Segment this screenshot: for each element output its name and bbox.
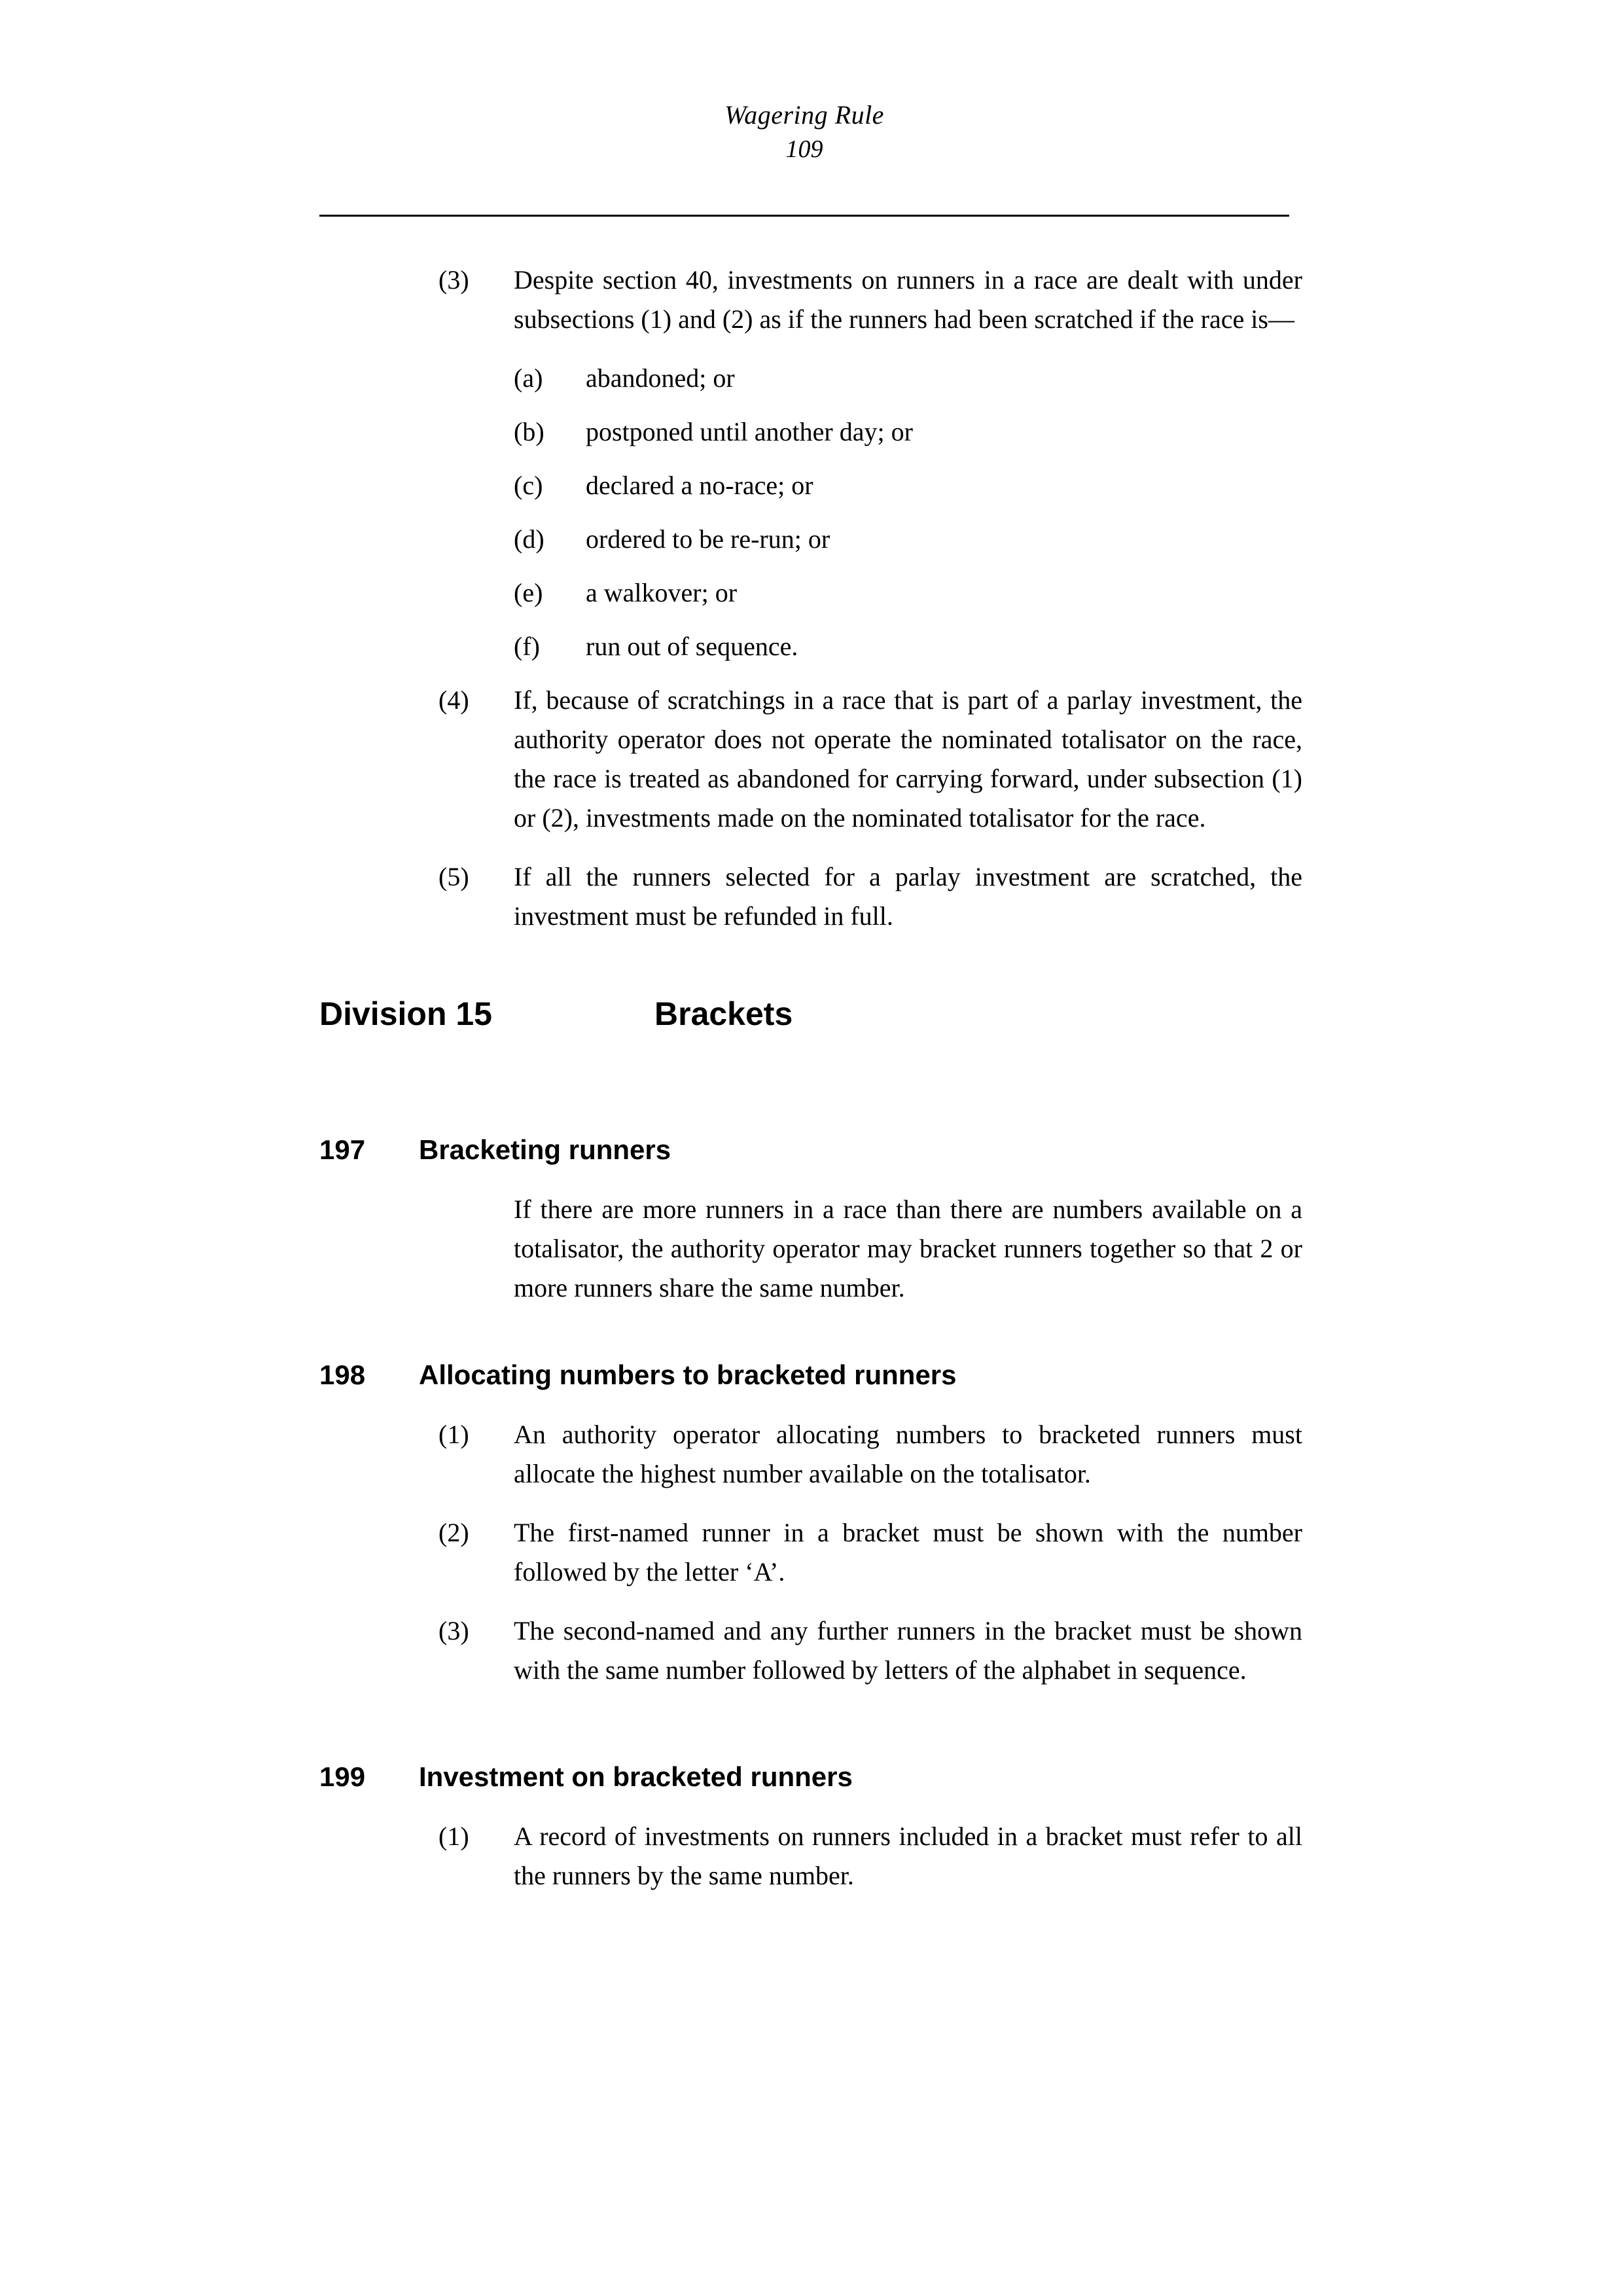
clause-4-text: If, because of scratchings in a race that is part of a parlay investment, the authority operator does not operate the nominated totalisator on the race, the race is treated as abandoned for carrying forward, under subsection (1) or (2), investments made on the nominated totalisator for the race. [514, 685, 1302, 833]
clause-3-marker: (3) [438, 265, 469, 295]
running-header [319, 98, 1289, 166]
division-heading [319, 994, 1302, 1034]
paragraph-d-marker: (d) [514, 524, 544, 554]
header-title: Wagering Rule [724, 100, 884, 130]
section-198-subsection-3-marker: (3) [438, 1616, 469, 1645]
spacer-after-division [319, 1034, 1302, 1132]
paragraph-e-text: a walkover; or [586, 578, 738, 607]
header-divider-rule [319, 215, 1289, 217]
spacer-after-197-heading [319, 1168, 1302, 1190]
clause-5-marker: (5) [438, 862, 469, 891]
section-199-number: 199 [319, 1761, 366, 1792]
clause-4 [319, 681, 1302, 838]
section-198-number: 198 [319, 1359, 366, 1390]
section-198-title: Allocating numbers to bracketed runners [419, 1359, 957, 1390]
paragraph-d [319, 520, 1302, 559]
section-199-subsection-1-marker: (1) [438, 1821, 469, 1851]
paragraph-e [319, 573, 1302, 613]
paragraph-f [319, 627, 1302, 666]
paragraph-d-text: ordered to be re-run; or [586, 524, 830, 554]
clause-5 [319, 857, 1302, 936]
section-199-title: Investment on bracketed runners [419, 1761, 853, 1792]
section-198-subsection-3 [319, 1611, 1302, 1690]
clause-5-text: If all the runners selected for a parlay investment are scratched, the investment must be refunded in full. [514, 862, 1302, 931]
section-199-subsection-1-text: A record of investments on runners included in a bracket must refer to all the runners by the same number. [514, 1821, 1302, 1890]
division-label: Division 15 [319, 996, 492, 1032]
division-title: Brackets [654, 996, 793, 1032]
paragraph-a-text: abandoned; or [586, 363, 735, 393]
clause-3 [319, 260, 1302, 339]
section-198-subsection-2 [319, 1513, 1302, 1592]
page-content [319, 260, 1302, 1915]
section-198-subsection-1-marker: (1) [438, 1420, 469, 1449]
clause-4-marker: (4) [438, 685, 469, 715]
section-199-subsection-1 [319, 1817, 1302, 1895]
section-198-subsection-2-text: The first-named runner in a bracket must be shown with the number followed by the letter ‘A’. [514, 1518, 1302, 1587]
section-heading-199 [319, 1759, 1302, 1795]
section-198-subsection-2-marker: (2) [438, 1518, 469, 1547]
section-197-number: 197 [319, 1134, 366, 1165]
paragraph-e-marker: (e) [514, 578, 543, 607]
paragraph-a-marker: (a) [514, 363, 543, 393]
section-198-subsection-1-text: An authority operator allocating numbers to bracketed runners must allocate the highest number available on the totalisator. [514, 1420, 1302, 1488]
spacer-before-198 [319, 1308, 1302, 1357]
header-page-number: 109 [785, 135, 823, 163]
section-198-subsection-3-text: The second-named and any further runners in the bracket must be shown with the same number followed by letters of the alphabet in sequence. [514, 1616, 1302, 1685]
paragraph-a [319, 359, 1302, 398]
paragraph-f-marker: (f) [514, 632, 540, 661]
section-heading-197 [319, 1132, 1302, 1168]
paragraph-c-text: declared a no-race; or [586, 471, 813, 500]
spacer-after-198-heading [319, 1393, 1302, 1415]
section-197-title: Bracketing runners [419, 1134, 671, 1165]
spacer-before-199 [319, 1710, 1302, 1759]
section-heading-198 [319, 1357, 1302, 1393]
section-198-subsection-1 [319, 1415, 1302, 1494]
paragraph-c [319, 466, 1302, 505]
spacer-after-199-heading [319, 1795, 1302, 1817]
paragraph-b [319, 412, 1302, 452]
paragraph-b-marker: (b) [514, 417, 544, 446]
paragraph-c-marker: (c) [514, 471, 543, 500]
paragraph-f-text: run out of sequence. [586, 632, 798, 661]
clause-3-text: Despite section 40, investments on runners in a race are dealt with under subsections (1) and (2) as if the runners had been scratched if the race is— [514, 265, 1302, 334]
section-197-body: If there are more runners in a race than there are numbers available on a totalisator, the authority operator may bracket runners together so that 2 or more runners share the same number. [514, 1194, 1302, 1302]
paragraph-b-text: postponed until another day; or [586, 417, 913, 446]
